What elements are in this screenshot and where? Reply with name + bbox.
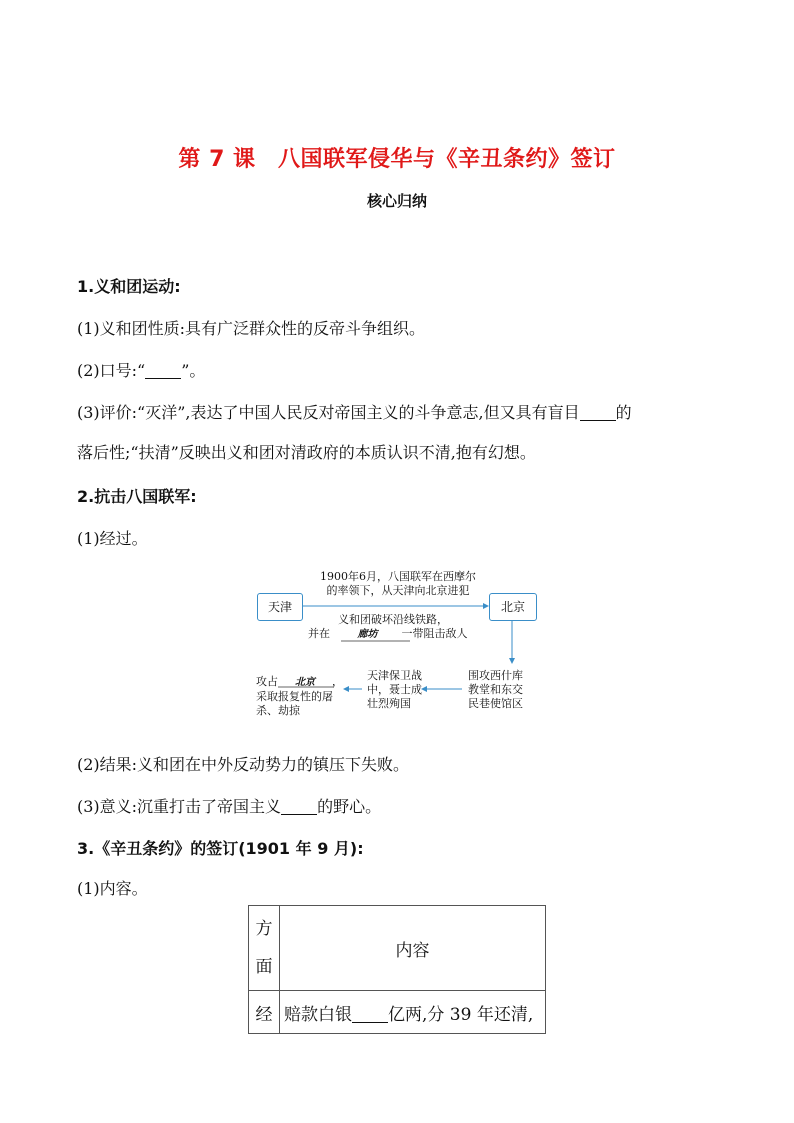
section-3-heading: 3.《辛丑条约》的签订(1901 年 9 月): <box>77 839 364 858</box>
section-subtitle: 核心归纳 <box>366 192 427 210</box>
flow-diagram <box>250 565 550 725</box>
section-1-heading: 1.义和团运动: <box>77 277 181 296</box>
note-mid-line2 <box>308 627 508 642</box>
note-center-line2: 中，聂士成 <box>367 683 422 696</box>
table-header-content: 内容 <box>280 906 546 991</box>
note-left-fill: 北京 <box>295 677 315 688</box>
note-top <box>308 570 488 598</box>
table-cell-aspect: 经 <box>249 991 280 1034</box>
note-left-line2: 采取报复性的屠 <box>256 690 333 703</box>
note-top-line2: 的率领下，从天津向北京进犯 <box>326 584 470 597</box>
s1-evaluation <box>77 400 632 423</box>
treaty-table <box>248 905 546 1034</box>
note-right-line1: 围攻西什库 <box>468 669 523 682</box>
note-center-line3: 壮烈殉国 <box>367 697 411 710</box>
table-header-aspect <box>249 906 280 991</box>
section-2-heading: 2.抗击八国联军: <box>77 487 197 506</box>
header-aspect-char2: 面 <box>255 957 273 977</box>
s1-evaluation-line2: 落后性;“扶清”反映出义和团对清政府的本质认识不清,抱有幻想。 <box>77 443 536 462</box>
note-center <box>367 669 427 711</box>
table-header-row <box>249 906 546 991</box>
note-right-line3: 民巷使馆区 <box>468 697 523 710</box>
s1-slogan-pre: (2)口号:“ <box>77 361 146 380</box>
s1-slogan <box>77 358 205 381</box>
node-beijing: 北京 <box>489 593 537 621</box>
note-mid-line1: 义和团破坏沿线铁路， <box>338 613 448 626</box>
note-mid-post: 一带阻击敌人 <box>401 627 468 640</box>
s1-eval-post: 的 <box>615 403 632 422</box>
eval-blank[interactable] <box>580 404 616 421</box>
note-left-line3: 杀、劫掠 <box>256 704 300 717</box>
note-right-line2: 教堂和东交 <box>468 683 523 696</box>
significance-blank[interactable] <box>281 798 317 815</box>
s1-nature: (1)义和团性质:具有广泛群众性的反帝斗争组织。 <box>77 319 426 338</box>
note-center-line1: 天津保卫战 <box>367 669 422 682</box>
note-mid <box>308 613 508 642</box>
s2-process: (1)经过。 <box>77 529 148 548</box>
s2-significance <box>77 794 381 817</box>
note-left <box>256 675 346 718</box>
note-mid-pre: 并在 <box>308 627 330 640</box>
note-mid-fill: 廊坊 <box>357 629 378 640</box>
note-right <box>468 669 540 711</box>
s2-result: (2)结果:义和团在中外反动势力的镇压下失败。 <box>77 755 410 774</box>
page-title: 第 7 课 八国联军侵华与《辛丑条约》签订 <box>178 147 616 172</box>
s1-slogan-post: ”。 <box>181 361 206 380</box>
cell-content-post: 亿两,分 39 年还清, <box>388 1004 534 1025</box>
s2-sig-pre: (3)意义:沉重打击了帝国主义 <box>77 797 282 816</box>
note-left-post: ， <box>332 675 343 688</box>
note-left-pre: 攻占 <box>256 675 278 688</box>
node-tianjin: 天津 <box>257 593 303 621</box>
indemnity-blank[interactable] <box>352 1006 388 1023</box>
table-row <box>249 991 546 1034</box>
slogan-blank[interactable] <box>145 362 181 379</box>
s3-content: (1)内容。 <box>77 879 148 898</box>
note-left-line1 <box>256 675 346 690</box>
s2-sig-post: 的野心。 <box>317 797 382 816</box>
s1-eval-pre: (3)评价:“灭洋”,表达了中国人民反对帝国主义的斗争意志,但又具有盲目 <box>77 403 580 422</box>
note-top-line1: 1900年6月，八国联军在西摩尔 <box>320 570 476 583</box>
cell-content-pre: 赔款白银 <box>284 1004 352 1025</box>
header-aspect-char1: 方 <box>255 919 273 939</box>
table-cell-content <box>280 991 546 1034</box>
